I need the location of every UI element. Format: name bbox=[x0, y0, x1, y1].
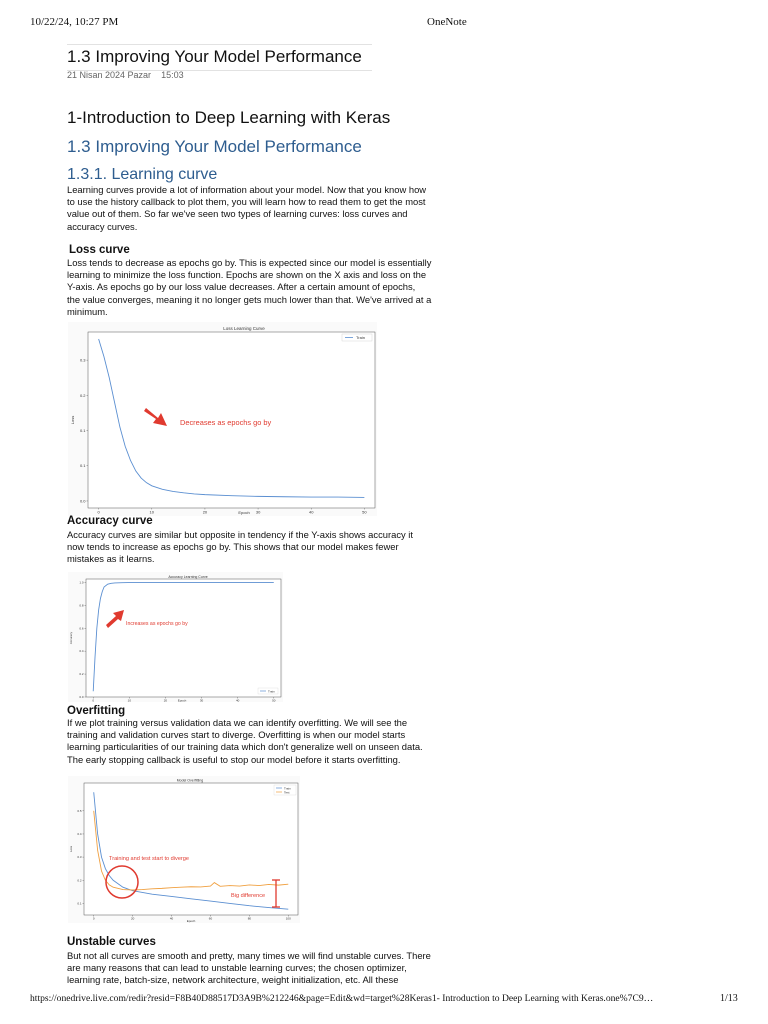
x-tick-label: 10 bbox=[127, 698, 132, 702]
loss-line: learning to minimize the loss function. Epochs are shown on the X axis and loss on the bbox=[67, 269, 427, 281]
x-tick-label: 30 bbox=[255, 509, 261, 515]
x-tick-label: 10 bbox=[149, 509, 155, 515]
print-datetime: 10/22/24, 10:27 PM bbox=[30, 16, 119, 28]
legend bbox=[258, 688, 278, 694]
x-tick-label: 50 bbox=[362, 509, 367, 515]
legend-label-test: Test bbox=[284, 790, 290, 795]
y-axis-label: Loss bbox=[70, 415, 75, 425]
y-tick-label: 0.3 bbox=[79, 357, 86, 363]
plot-area bbox=[86, 579, 281, 697]
chart-annotation: Increases as epochs go by bbox=[126, 621, 188, 627]
legend-label-train: Train bbox=[284, 786, 291, 791]
heading-level-3: 1.3.1. Learning curve bbox=[67, 166, 218, 183]
overfitting-paragraph bbox=[67, 717, 472, 766]
x-tick-label: 40 bbox=[308, 509, 314, 515]
loss-line: Loss tends to decrease as epochs go by. This is expected since our model is essentially bbox=[67, 257, 432, 268]
overfitting-line: learning particularities of our training data which don't generalize well on unseen data. bbox=[67, 741, 423, 753]
plot-area bbox=[84, 783, 298, 915]
x-axis-label: Epoch bbox=[186, 919, 196, 923]
loss-curve-heading: Loss curve bbox=[69, 244, 130, 256]
x-tick-label: 40 bbox=[169, 916, 174, 921]
y-tick-label: 0.6 bbox=[79, 626, 84, 631]
x-tick-label: 20 bbox=[202, 509, 208, 515]
heading-level-1: 1-Introduction to Deep Learning with Keras bbox=[67, 108, 391, 127]
overfitting-line: The early stopping callback is useful to stop our model before it starts overfitting. bbox=[67, 753, 401, 765]
x-tick-label: 50 bbox=[272, 698, 276, 702]
y-tick-label: 0.1 bbox=[77, 901, 82, 906]
legend-label-train: Train bbox=[268, 689, 275, 694]
intro-line: to use the history callback to plot them, you will learn how to read them to get the most bbox=[67, 196, 426, 208]
loss-line: the value converges, meaning it no longer gets much lower than that. We've arrived at a bbox=[67, 293, 432, 305]
chart-title: Loss Learning Curve bbox=[223, 326, 265, 331]
intro-line: Learning curves provide a lot of information about your model. Now that you know how bbox=[67, 184, 427, 195]
accuracy-curve-chart bbox=[68, 572, 283, 702]
chart-annotation-big-difference: Big difference bbox=[231, 893, 266, 899]
overfitting-chart bbox=[68, 776, 300, 923]
x-tick-label: 0 bbox=[97, 509, 100, 515]
y-tick-label: 1.0 bbox=[79, 580, 84, 585]
y-tick-label: 0.0 bbox=[79, 695, 84, 700]
x-axis-label: Epoch bbox=[177, 698, 187, 702]
y-tick-label: 0.1 bbox=[79, 427, 86, 433]
print-page-number: 1/13 bbox=[720, 993, 738, 1004]
y-tick-label: 0.4 bbox=[79, 649, 84, 654]
chart-annotation-diverge: Training and test start to diverge bbox=[109, 856, 190, 862]
y-axis-label: Loss bbox=[69, 845, 73, 853]
page-date-time: 15:03 bbox=[161, 70, 184, 80]
overfitting-line: If we plot training versus validation data we can identify overfitting. We will see the bbox=[67, 717, 408, 728]
x-tick-label: 100 bbox=[285, 916, 291, 921]
print-footer-url: https://onedrive.live.com/redir?resid=F8B40D88517D3A9B%212246&page=Edit&wd=target%28Keras1- Introduction to Deep Learning with Keras.one%7C9… bbox=[30, 993, 654, 1004]
x-tick-label: 0 bbox=[92, 698, 95, 702]
loss-line: minimum. bbox=[67, 305, 108, 317]
page-title: 1.3 Improving Your Model Performance bbox=[67, 44, 372, 71]
x-tick-label: 20 bbox=[130, 916, 135, 921]
unstable-line: learning rate, batch-size, network architecture, weight initialization, etc. All these bbox=[67, 974, 399, 986]
y-tick-label: 0.3 bbox=[77, 855, 82, 860]
x-tick-label: 40 bbox=[235, 698, 240, 702]
x-tick-label: 60 bbox=[208, 916, 213, 921]
intro-line: accuracy curves. bbox=[67, 220, 138, 232]
y-tick-label: 0.5 bbox=[77, 808, 82, 813]
unstable-paragraph bbox=[67, 950, 472, 987]
y-tick-label: 0.8 bbox=[79, 603, 84, 608]
unstable-curves-heading: Unstable curves bbox=[67, 936, 156, 948]
x-tick-label: 80 bbox=[247, 916, 252, 921]
loss-curve-chart bbox=[68, 322, 377, 516]
y-tick-label: 0.1 bbox=[79, 463, 86, 469]
page-date bbox=[67, 70, 184, 80]
accuracy-line: now tends to increase as epochs go by. This shows that our model makes fewer bbox=[67, 541, 399, 553]
loss-line: Y-axis. As epochs go by our loss value decreases. After a certain amount of epochs, bbox=[67, 281, 416, 293]
y-tick-label: 0.2 bbox=[79, 392, 86, 398]
x-tick-label: 20 bbox=[163, 698, 168, 702]
y-tick-label: 0.4 bbox=[77, 831, 82, 836]
chart-title: Accuracy Learning Curve bbox=[168, 575, 208, 579]
intro-line: value out of them. So far we've seen two types of learning curves: loss curves and bbox=[67, 208, 408, 220]
chart-title: Model Overfitting bbox=[176, 778, 204, 783]
page-date-day: 21 Nisan 2024 Pazar bbox=[67, 70, 152, 80]
accuracy-line: mistakes as it learns. bbox=[67, 553, 155, 565]
legend bbox=[342, 334, 372, 341]
loss-paragraph bbox=[67, 257, 472, 318]
y-axis-label: Accuracy bbox=[69, 631, 73, 645]
y-tick-label: 0.2 bbox=[77, 878, 82, 883]
accuracy-paragraph bbox=[67, 529, 472, 566]
intro-paragraph bbox=[67, 184, 472, 233]
legend-label-train: Train bbox=[356, 335, 365, 340]
x-axis-label: Epoch bbox=[238, 510, 250, 515]
x-tick-label: 30 bbox=[199, 698, 204, 702]
overfitting-line: training and validation curves start to diverge. Overfitting is when our model starts bbox=[67, 729, 406, 741]
unstable-line: are many reasons that can lead to unstable learning curves; the chosen optimizer, bbox=[67, 962, 407, 974]
x-tick-label: 0 bbox=[92, 916, 95, 921]
accuracy-curve-heading: Accuracy curve bbox=[67, 515, 153, 527]
y-tick-label: 0.2 bbox=[79, 672, 84, 677]
overfitting-heading: Overfitting bbox=[67, 705, 126, 717]
print-app-name: OneNote bbox=[427, 16, 467, 28]
legend bbox=[274, 785, 296, 795]
heading-level-2: 1.3 Improving Your Model Performance bbox=[67, 137, 362, 156]
y-tick-label: 0.0 bbox=[79, 498, 86, 504]
accuracy-line: Accuracy curves are similar but opposite in tendency if the Y-axis shows accuracy it bbox=[67, 529, 413, 540]
unstable-line: But not all curves are smooth and pretty, many times we will find unstable curves. There bbox=[67, 950, 431, 961]
chart-annotation: Decreases as epochs go by bbox=[180, 418, 272, 427]
